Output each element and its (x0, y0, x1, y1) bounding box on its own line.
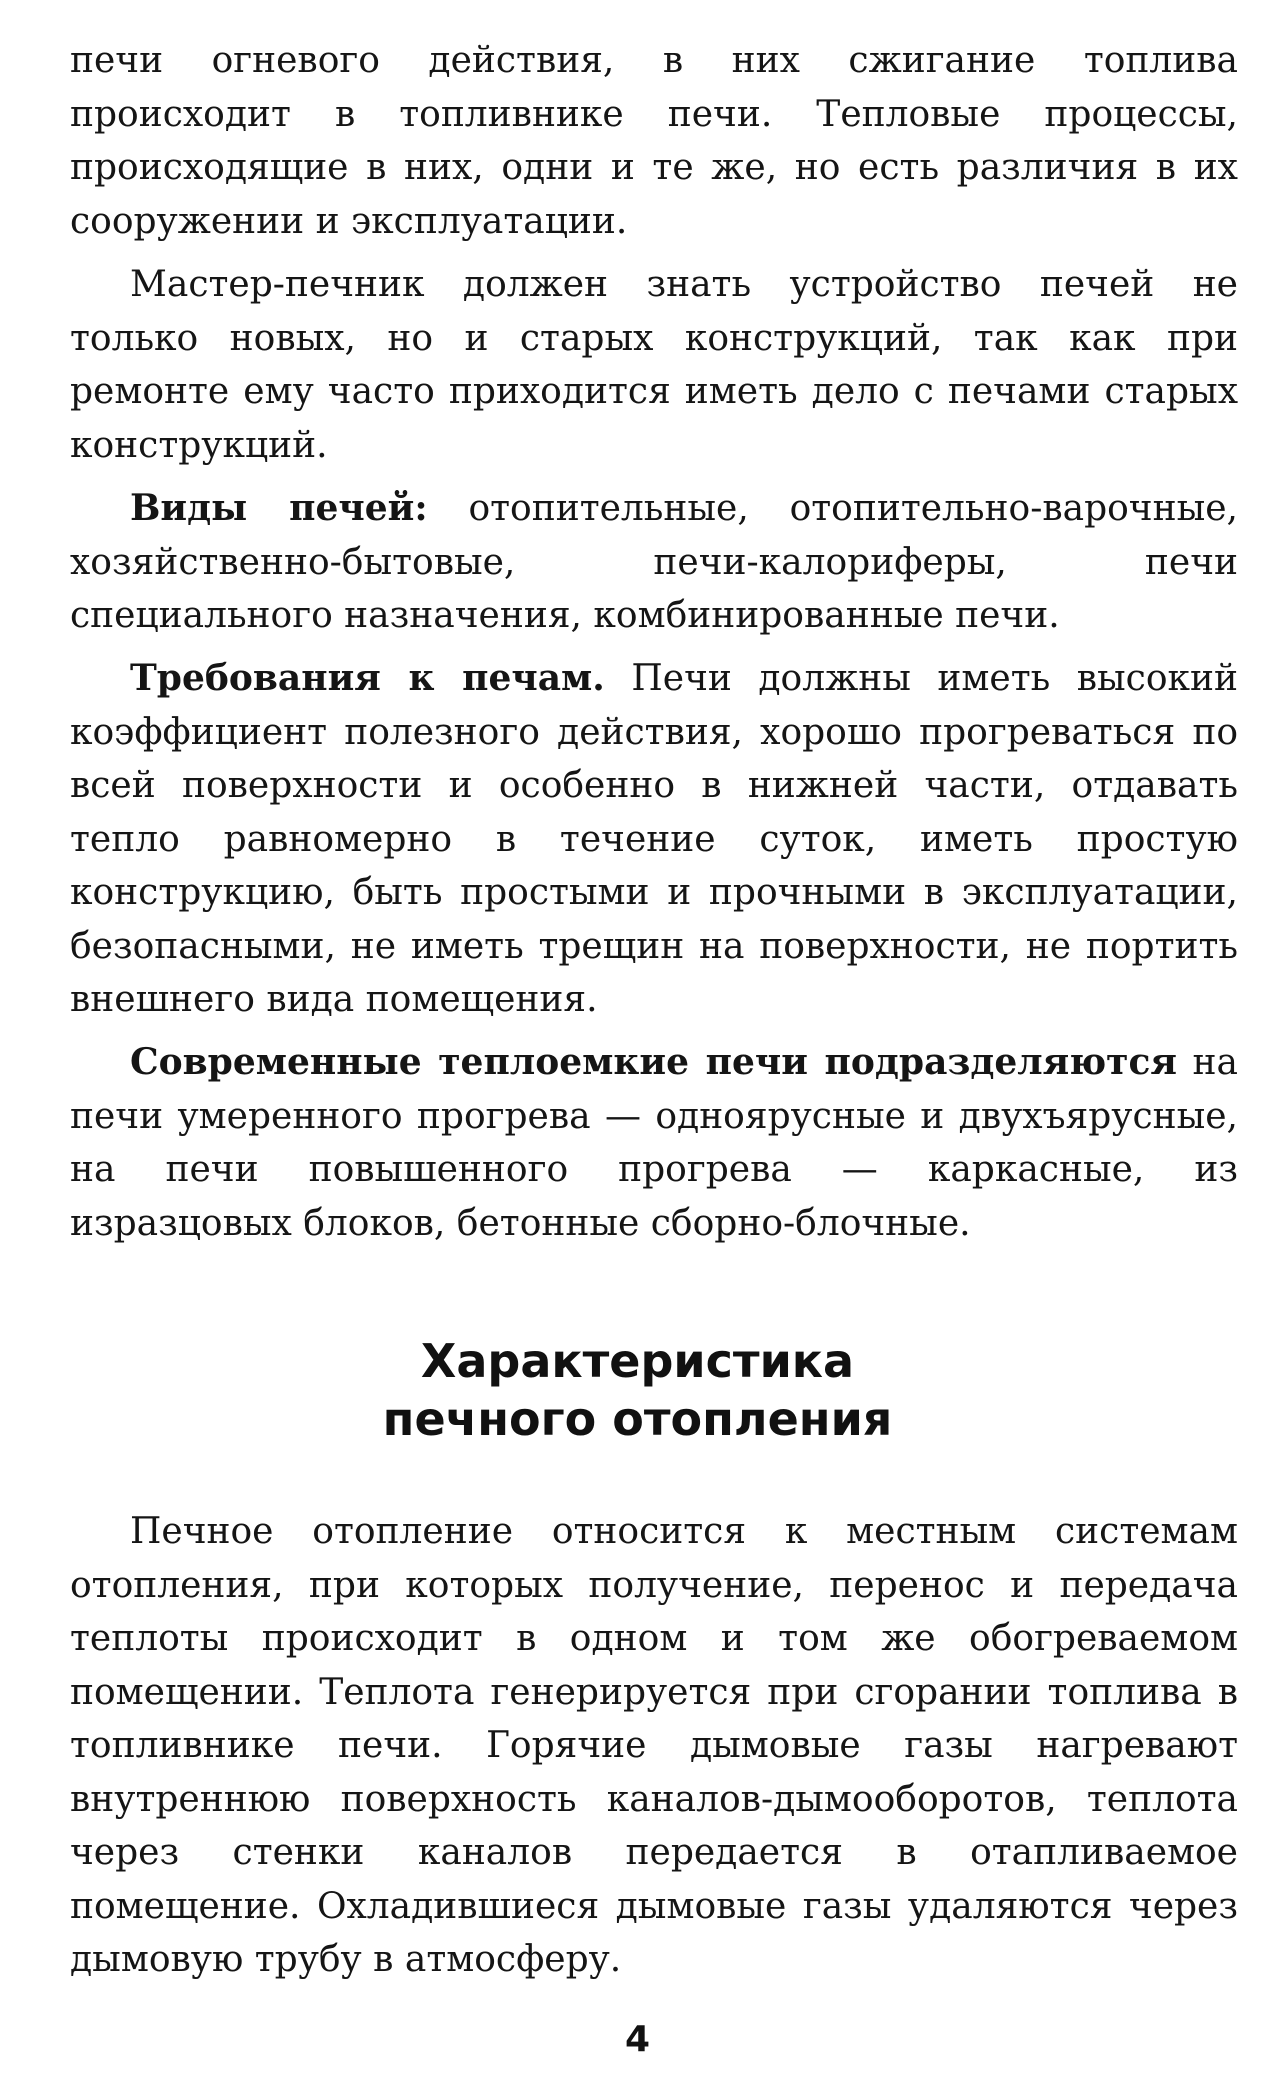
paragraph-lead: Виды печей: (130, 487, 428, 529)
paragraph-text: печи огневого действия, в них сжигание топлива происходит в топливнике печи. Тепловые процессы, происходящие в них, одни и те же, но есть различия в их сооружении и эксплуатации. (70, 40, 1238, 242)
paragraph-continuation (70, 34, 1238, 248)
section-heading-line-2: печного отопления (382, 1392, 893, 1446)
paragraph-lead: Требования к печам. (130, 657, 605, 699)
paragraph-text: Печное отопление относится к местным системам отопления, при которых получение, перенос и передача теплоты происходит в одном и том же обогреваемом помещении. Теплота генерируется при сгорании топлива в топливнике печи. Горячие дымовые газы нагревают внутреннюю поверхность каналов-дымооборотов, теплота через стенки каналов передается в отапливаемое помещение. Охладившиеся дымовые газы удаляются через дымовую трубу в атмосферу. (70, 1511, 1238, 1980)
paragraph-stove-types (70, 482, 1238, 643)
paragraph-modern-stoves (70, 1036, 1238, 1250)
paragraph-stove-requirements (70, 652, 1238, 1027)
paragraph-lead: Современные теплоемкие печи подразделяются (130, 1041, 1177, 1083)
section-heading (0, 1332, 1275, 1448)
paragraph-text: на печи умеренного прогрева — одноярусные и двухъярусные, на печи повышенного прогрева — каркасные, из изразцовых блоков, бетонные сборно-блочные. (70, 1042, 1238, 1244)
paragraph-text: Печи должны иметь высокий коэффициент полезного действия, хорошо прогреваться по всей поверхности и особенно в нижней части, отдавать тепло равномерно в течение суток, иметь простую конструкцию, быть простыми и прочными в эксплуатации, безопасными, не иметь трещин на поверхности, не портить внешнего вида помещения. (70, 658, 1238, 1020)
section-heading-line-1: Характеристика (420, 1334, 855, 1388)
paragraph-master-stove-maker (70, 258, 1238, 472)
page-number: 4 (624, 2019, 651, 2060)
paragraph-stove-heating-description (70, 1505, 1238, 1987)
paragraph-text: отопительные, отопительно-варочные, хозяйственно-бытовые, печи-калориферы, печи специального назначения, комбинированные печи. (70, 488, 1239, 636)
paragraph-text: Мастер-печник должен знать устройство печей не только новых, но и старых конструкций, так как при ремонте ему часто приходится иметь дело с печами старых конструкций. (70, 264, 1238, 466)
